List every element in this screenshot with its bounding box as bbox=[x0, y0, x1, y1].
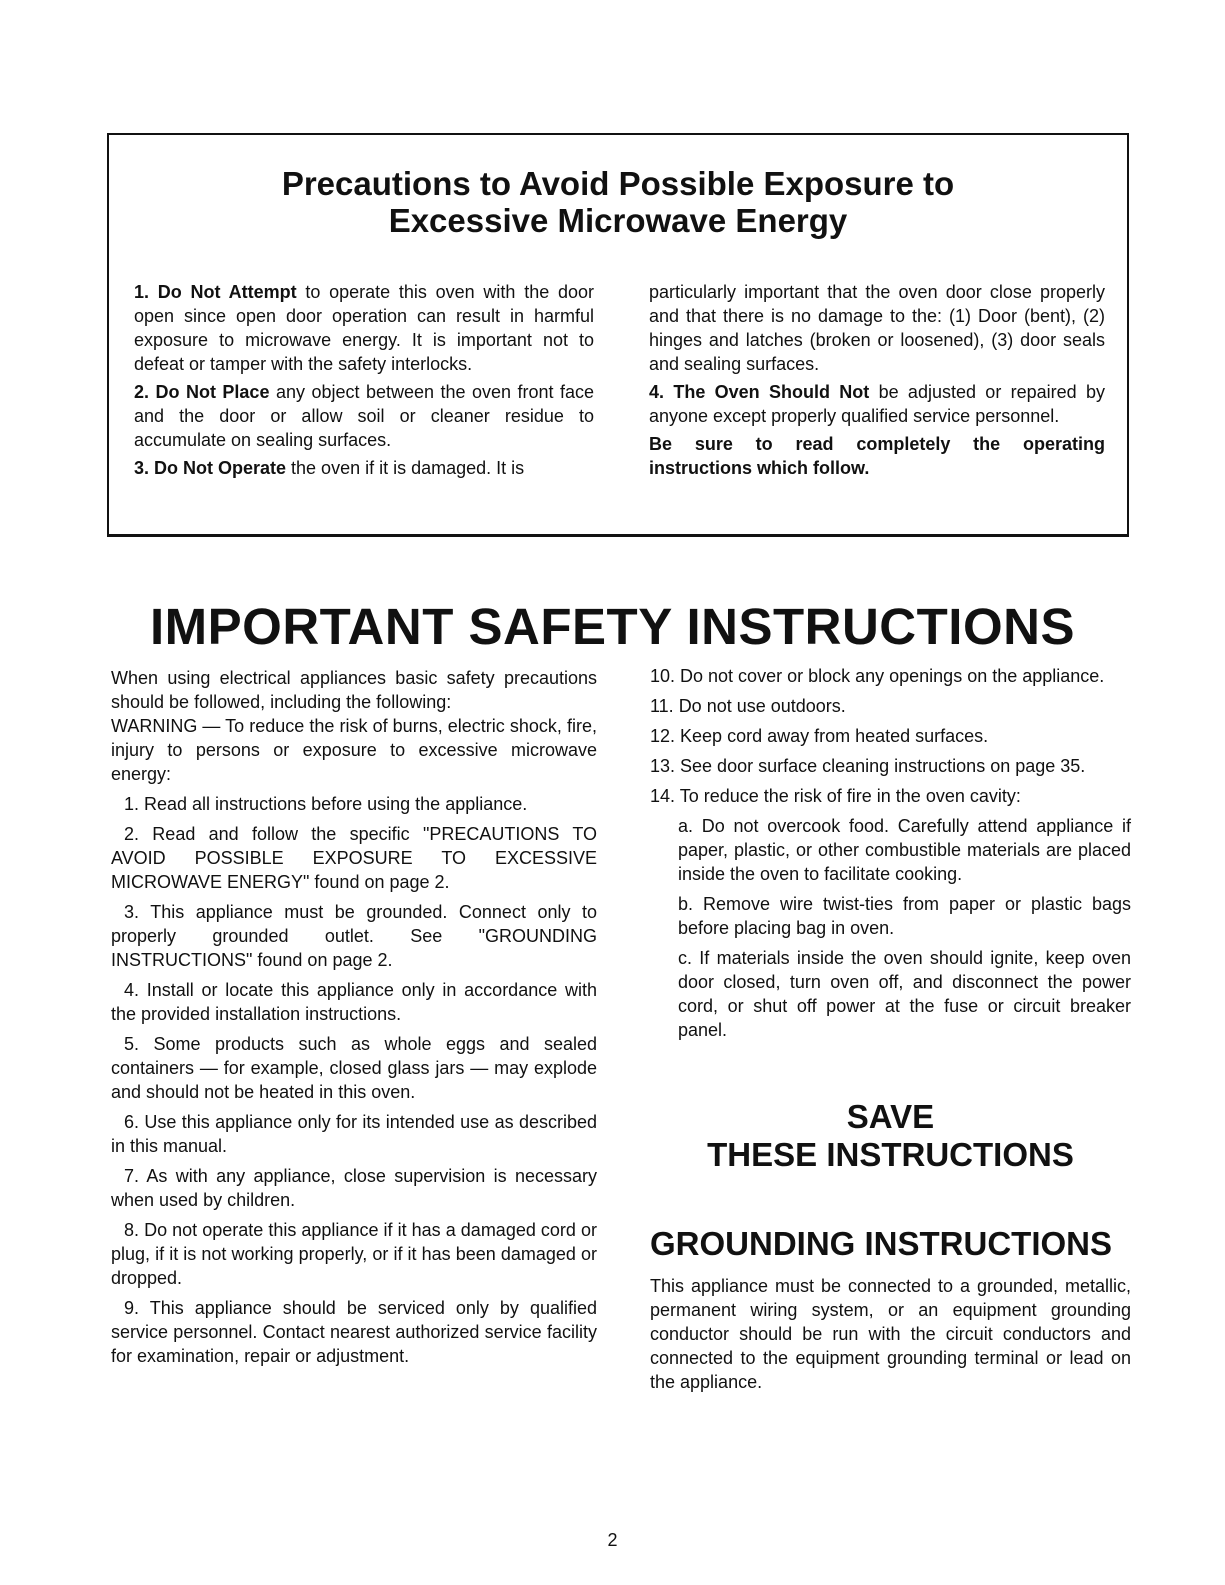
precautions-right-column bbox=[649, 280, 1105, 484]
safety-item-7: 7. As with any appliance, close supervision is necessary when used by children. bbox=[111, 1166, 597, 1210]
precautions-box bbox=[107, 133, 1129, 537]
safety-item-4: 4. Install or locate this appliance only in accordance with the provided installation instructions. bbox=[111, 980, 597, 1024]
page-number: 2 bbox=[607, 1530, 618, 1550]
grounding-text: This appliance must be connected to a grounded, metallic, permanent wiring system, or an equipment grounding conductor should be run with the circuit conductors and connected to the equipment grounding terminal or lead on the appliance. bbox=[650, 1276, 1131, 1392]
safety-intro: When using electrical appliances basic safety precautions should be followed, including the following: bbox=[111, 668, 597, 712]
safety-subitem-b: b. Remove wire twist-ties from paper or plastic bags before placing bag in oven. bbox=[678, 894, 1131, 938]
safety-item-8: 8. Do not operate this appliance if it has a damaged cord or plug, if it is not working properly, or if it has been damaged or dropped. bbox=[111, 1220, 597, 1288]
safety-item-9: 9. This appliance should be serviced only by qualified service personnel. Contact nearest authorized service facility for examination, repair or adjustment. bbox=[111, 1298, 597, 1366]
precaution-3-continued: particularly important that the oven door close properly and that there is no damage to the: (1) Door (bent), (2) hinges and latches (broken or loosened), (3) door seals and sealing surfaces. bbox=[649, 282, 1105, 374]
precautions-title: Precautions to Avoid Possible Exposure to Excessive Microwave Energy bbox=[281, 165, 955, 239]
safety-subitem-a: a. Do not overcook food. Carefully attend appliance if paper, plastic, or other combustible materials are placed inside the oven to facilitate cooking. bbox=[678, 816, 1131, 884]
safety-item-3: 3. This appliance must be grounded. Connect only to properly grounded outlet. See "GROUNDING INSTRUCTIONS" found on page 2. bbox=[111, 902, 597, 970]
safety-item-13: 13. See door surface cleaning instructions on page 35. bbox=[650, 756, 1086, 776]
safety-item-6: 6. Use this appliance only for its intended use as described in this manual. bbox=[111, 1112, 597, 1156]
precaution-3: 3. Do Not Operate the oven if it is damaged. It is bbox=[134, 458, 525, 478]
save-instructions-heading: SAVE THESE INSTRUCTIONS bbox=[707, 1098, 1074, 1173]
safety-item-2: 2. Read and follow the specific "PRECAUTIONS TO AVOID POSSIBLE EXPOSURE TO EXCESSIVE MICROWAVE ENERGY" found on page 2. bbox=[111, 824, 597, 892]
grounding-title: GROUNDING INSTRUCTIONS bbox=[650, 1225, 1112, 1262]
precaution-4: 4. The Oven Should Not be adjusted or repaired by anyone except properly qualified service personnel. bbox=[649, 382, 1105, 426]
safety-subitem-c: c. If materials inside the oven should ignite, keep oven door closed, turn oven off, and disconnect the power cord, or shut off power at the fuse or circuit breaker panel. bbox=[678, 948, 1131, 1040]
safety-title: IMPORTANT SAFETY INSTRUCTIONS bbox=[150, 598, 1075, 655]
safety-item-10: 10. Do not cover or block any openings on the appliance. bbox=[650, 666, 1105, 686]
precaution-2: 2. Do Not Place any object between the oven front face and the door or allow soil or cleaner residue to accumulate on sealing surfaces. bbox=[134, 382, 594, 450]
precaution-1: 1. Do Not Attempt to operate this oven with the door open since open door operation can result in harmful exposure to microwave energy. It is important not to defeat or tamper with the safety interlocks. bbox=[134, 282, 594, 374]
safety-right-column bbox=[650, 664, 1131, 1048]
safety-left-column bbox=[111, 666, 597, 1374]
safety-item-5: 5. Some products such as whole eggs and sealed containers — for example, closed glass jars — may explode and should not be heated in this oven. bbox=[111, 1034, 597, 1102]
safety-item-1: 1. Read all instructions before using the appliance. bbox=[124, 794, 528, 814]
precautions-left-column bbox=[134, 280, 594, 484]
safety-warning: WARNING — To reduce the risk of burns, electric shock, fire, injury to persons or exposure to excessive microwave energy: bbox=[111, 716, 597, 784]
safety-item-11: 11. Do not use outdoors. bbox=[650, 696, 846, 716]
safety-item-14: 14. To reduce the risk of fire in the oven cavity: bbox=[650, 786, 1021, 806]
safety-item-12: 12. Keep cord away from heated surfaces. bbox=[650, 726, 989, 746]
precautions-closing: Be sure to read completely the operating instructions which follow. bbox=[649, 434, 1105, 478]
